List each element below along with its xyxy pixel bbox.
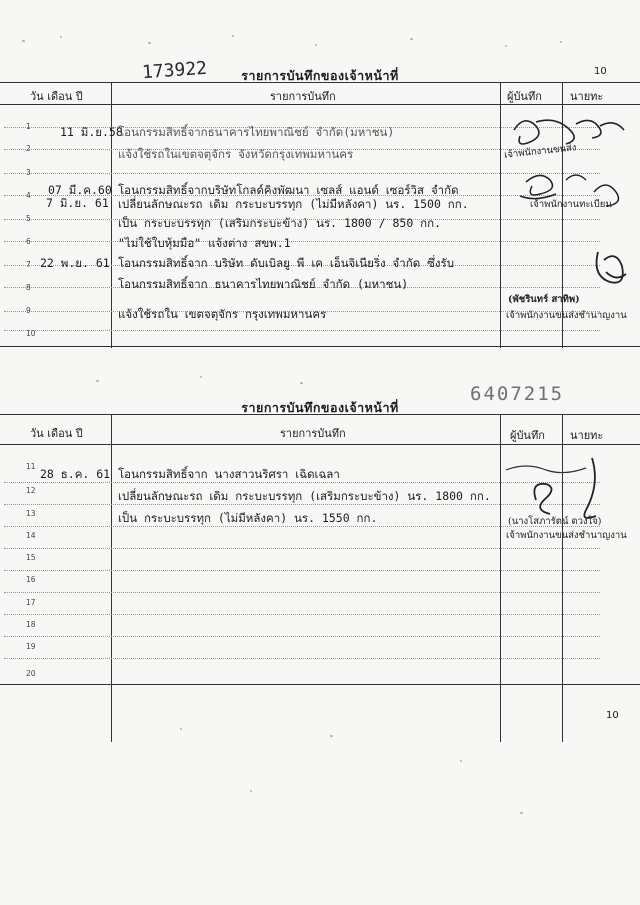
lower-record-table [0, 414, 640, 744]
record-entry: เป็น กระบะบรรทุก (ไม่มีหลังคา) นร. 1550 กก. [118, 511, 378, 525]
upper-top-rule [0, 82, 640, 83]
row-number: 13 [26, 509, 36, 518]
row-number: 20 [26, 669, 36, 678]
lower-top-rule [0, 414, 640, 415]
signature-caption: เจ้าพนักงานขนส่งชำนาญงาน [506, 530, 627, 541]
record-entry: เป็น กระบะบรรทุก (เสริมกระบะข้าง) นร. 1800 / 850 กก. [118, 216, 442, 230]
header-record: รายการบันทึก [270, 90, 336, 103]
row-number: 19 [26, 642, 36, 651]
record-entry: โอนกรรมสิทธิ์จากธนาคารไทยพาณิชย์ จำกัด(มหาชน) [118, 125, 395, 139]
row-number: 15 [26, 553, 36, 562]
signature-caption: เจ้าพนักงานทะเบียน [530, 199, 612, 210]
upper-record-table [0, 82, 640, 350]
entry-date: 22 พ.ย. 61 [40, 256, 110, 270]
row-number: 9 [26, 306, 31, 315]
header-recorder: ผู้บันทึก [510, 429, 545, 442]
record-entry: แจ้งใช้รถใน เขตจตุจักร กรุงเทพมหานคร [118, 307, 327, 321]
row-number: 6 [26, 237, 31, 246]
signature-caption: (นางโสภารัตน์ ดวงใจ) [508, 516, 602, 527]
handwritten-number: 173922 [141, 57, 208, 84]
row-number: 2 [26, 144, 31, 153]
record-entry: แจ้งใช้รถในเขตจตุจักร จังหวัดกรุงเทพมหานคร [118, 147, 354, 161]
handwritten-signature [496, 448, 636, 548]
row-number: 1 [26, 122, 31, 131]
row-number: 7 [26, 260, 31, 269]
lower-col-divider-1 [111, 414, 112, 742]
lower-header-rule [0, 444, 640, 445]
entry-date: 11 มิ.ย.58 [60, 125, 123, 139]
header-recorder: ผู้บันทึก [507, 90, 542, 103]
header-registrar: นายทะ [570, 90, 604, 103]
row-number: 12 [26, 486, 36, 495]
section-title-lower: รายการบันทึกของเจ้าหน้าที่ [241, 400, 399, 415]
record-entry: โอนกรรมสิทธิ์จาก ธนาคารไทยพาณิชย์ จำกัด (มหาชน) [118, 277, 409, 291]
record-entry: โอนกรรมสิทธิ์จาก บริษัท ดับเบิลยู พี เค เอ็นจิเนียริ่ง จำกัด ซึ่งรับ [118, 256, 454, 270]
record-entry: โอนกรรมสิทธิ์จาก นางสาวนริศรา เฉิดเฉลา [118, 467, 340, 481]
record-entry: โอนกรรมสิทธิ์จากบริษัทโกลด์คิงพัฒนา เซลส์ แอนด์ เซอร์วิส จำกัด [118, 183, 459, 197]
row-number: 18 [26, 620, 36, 629]
row-number: 10 [26, 329, 36, 338]
record-entry: "ไม่ใช้ใบหุ้มมือ" แจ้งต่าง สขพ.1 [118, 236, 291, 250]
row-number: 3 [26, 168, 31, 177]
header-record: รายการบันทึก [280, 427, 346, 440]
header-date: วัน เดือน ปี [30, 90, 83, 103]
row-number: 17 [26, 598, 36, 607]
section-title-upper: รายการบันทึกของเจ้าหน้าที่ [241, 68, 399, 83]
header-date: วัน เดือน ปี [30, 427, 83, 440]
entry-date: 7 มิ.ย. 61 [46, 196, 109, 210]
record-entry: เปลี่ยนลักษณะรถ เดิม กระบะบรรทุก (ไม่มีหลังคา) นร. 1500 กก. [118, 197, 469, 211]
upper-col-divider-1 [111, 82, 112, 348]
record-entry: เปลี่ยนลักษณะรถ เดิม กระบะบรรทุก (เสริมกระบะข้าง) นร. 1800 กก. [118, 489, 491, 503]
entry-date: 28 ธ.ค. 61 [40, 467, 111, 481]
handwritten-signature [496, 102, 636, 342]
row-number: 4 [26, 191, 31, 200]
row-number: 5 [26, 214, 31, 223]
entry-date: 07 มี.ค.60 [48, 183, 112, 197]
page-label-lower: 10 [606, 710, 619, 721]
row-number: 11 [26, 462, 36, 471]
upper-bottom-rule [0, 346, 640, 347]
header-registrar: นายทะ [570, 429, 604, 442]
row-number: 14 [26, 531, 36, 540]
page-label-upper: 10 [594, 66, 607, 77]
row-number: 8 [26, 283, 31, 292]
serial-number: 6407215 [470, 383, 565, 405]
row-number: 16 [26, 575, 36, 584]
signature-caption: (พัชรินทร์ สาทิพ) [508, 294, 580, 305]
signature-caption: เจ้าพนักงานขนส่งชำนาญงาน [506, 310, 627, 321]
signature-caption: เจ้าพนักงานขนส่ง [503, 142, 577, 161]
lower-bottom-rule [0, 684, 640, 685]
